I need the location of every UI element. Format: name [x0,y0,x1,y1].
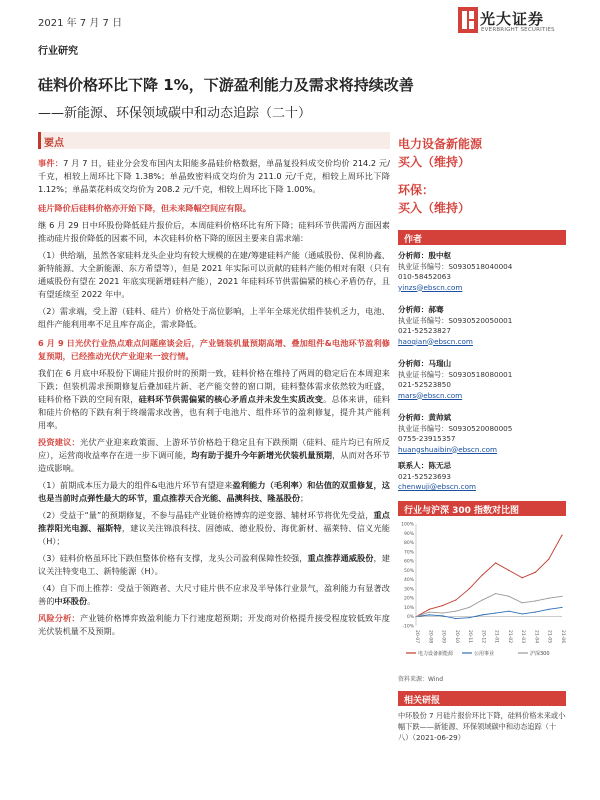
everbright-logo-icon [458,7,478,33]
y-tick-label: 0% [406,614,414,620]
chart-header: 行业与沪深 300 指数对比图 [398,501,566,516]
data-point [495,592,496,593]
y-tick-label: 20% [403,596,414,602]
series-line [416,535,562,617]
data-point [548,608,549,609]
industry-name-1: 电力设备新能源 [398,137,483,151]
y-tick-label: 30% [403,586,414,592]
report-title: 硅料价格环比下降 1%，下游盈利能力及需求将持续改善 [38,76,414,94]
rating-2: 买入（维持） [398,201,471,215]
series-line [416,593,562,616]
rating-1: 买入（维持） [398,155,471,169]
data-point [482,599,483,600]
paragraph-outlook: 我们在 6 月底中环股份下调硅片报价时的预期一致，硅料价格在维持了两周的稳定后在本周迎来下跌；但装机需求预期修复后叠加硅片新、老产能交替的窗口期，硅料整体需求依然较为旺盛，硅料价格下跌的空间有限，硅料环节供需偏紧的核心矛盾点并未发生实质改变。总体来讲，硅料和硅片价格的下跌有利于终端需求改善，也有利于电池片、组件环节的盈利修复，提升其产能利用率。 [38,368,390,430]
data-point [442,612,443,613]
x-tick-label: 21-01 [493,629,499,643]
section-label: 行业研究 [38,46,78,57]
x-tick-label: 21-04 [533,629,539,643]
legend-entry: 公用事业 [474,650,495,657]
analyst-email[interactable]: haoqian@ebscn.com [398,336,473,346]
summary-label: 要点 [44,138,64,149]
data-point [508,595,509,596]
industry-name-2: 环保： [398,183,435,197]
x-tick-label: 21-05 [546,629,552,643]
heading-industry-rally: 6 月 9 日光伏行业热点难点问题座谈会后，产业链装机量预期高增、叠加组件&电池环节盈利修复预期，已经推动光伏产业迎来一波行情。 [38,338,390,361]
index-comparison-chart [398,518,566,668]
x-tick-label: 20-09 [440,629,446,643]
y-tick-label: -10% [402,624,414,629]
legend-entry: 电力设备新能源 [418,650,454,657]
pick-item-2: （2）受益于“量”的预期修复，不参与晶硅产业链价格博弈的逆变器、辅材环节将优先受益，重点推荐阳光电源、福斯特，建议关注锦浪科技、固德威、德业股份、海优新材、福莱特、信义光能（H）； [38,510,390,546]
analyst-card: 分析师：黄帅斌 执业证书编号：S0930520080005 0755-23915357 huangshuaibin@ebscn.com [398,413,566,455]
heading-price-decline: 硅片降价后硅料价格亦开始下降，但未来降幅空间应有限。 [38,203,251,213]
data-point [455,599,456,600]
paragraph-supply: （1）供给端，虽然各家硅料龙头企业均有较大规模的在建/筹建硅料产能（通威股份、保利协鑫、新特能源、大全新能源、东方希望等），但是 2021 年实际可以贡献的硅料产能仍相对有限（只有通威股份有望在 2021 年底实现新增硅料产能），2021 年硅料环节供需偏紧的核心矛盾仍存，且有望延续至 2022 年中。 [38,250,390,299]
y-tick-label: 100% [401,522,414,527]
sidebar [398,132,566,743]
data-point [442,605,443,606]
pick-item-4: （4）自下而上推荐：受益于领跑者、大尺寸硅片供不应求及半导体行业景气，盈利能力有显著改善的中环股份。 [38,583,390,606]
analyst-card: 分析师：郝骞 执业证书编号：S0930520050001 021-52523827 haoqian@ebscn.com [398,305,566,347]
analyst-email[interactable]: huangshuaibin@ebscn.com [398,444,498,454]
report-subtitle: ——新能源、环保领域碳中和动态追踪（二十） [38,106,312,121]
data-point [429,608,430,609]
x-tick-label: 21-06 [560,629,565,643]
report-date: 2021 年 7 月 7 日 [38,18,123,29]
analyst-card: 分析师：殷中枢 执业证书编号：S0930518040004 010-58452063 yinzs@ebscn.com [398,251,566,293]
pick-item-3: （3）硅料价格虽环比下跌但整体价格有支撑，龙头公司盈利保障性较强，重点推荐通威股份，建议关注特变电工、新特能源（H）。 [38,553,390,576]
y-tick-label: 40% [403,577,414,583]
x-tick-label: 20-12 [480,629,486,643]
x-tick-label: 20-10 [453,629,459,643]
risk-analysis: 风险分析：产业链价格博弈致盈利能力下行速度超预期；开发商对价格提升接受程度较低致年度光伏装机量不及预期。 [38,613,390,636]
data-point [535,571,536,572]
pick-item-1: （1）前期成本压力最大的组件&电池片环节有望迎来盈利能力（毛利率）和估值的双重修复，这也是当前时点弹性最大的环节，重点推荐天合光能、晶澳科技、隆基股份； [38,480,390,503]
data-point [455,617,456,618]
data-point [508,569,509,570]
data-point [415,616,416,617]
y-tick-label: 50% [403,568,414,574]
y-tick-label: 90% [403,531,414,537]
y-tick-label: 60% [403,559,414,565]
paragraph-demand: （2）需求端，受上游（硅料、硅片）价格处于高位影响，上半年全球光伏组件装机乏力，电池、组件产能利用率不足且库存高企，需求降低。 [38,306,390,329]
main-content [38,132,390,638]
data-point [468,588,469,589]
analyst-card: 分析师：马瑞山 执业证书编号：S0930518080001 021-52523850 mars@ebscn.com [398,359,566,401]
legend-entry: 沪深300 [530,650,550,657]
contact-email[interactable]: chenwuji@ebscn.com [398,482,476,491]
data-point [495,612,496,613]
analyst-email[interactable]: mars@ebscn.com [398,390,463,400]
authors-header: 作者 [398,230,566,245]
data-point [482,574,483,575]
data-point [548,597,549,598]
data-point [522,602,523,603]
event-paragraph: 事件：7 月 7 日，硅业分会发布国内太阳能多晶硅价格数据，单晶复投料成交价均价 214.2 元/千克，相较上周环比下降 1.38%；单晶致密料成交均价为 211.0 元/千克，相较上周环比下降 1.12%；单晶菜花料成交均价为 208.2 元/千克，相较上周环比下降 1.00%。 [38,158,390,194]
brand-name: 光大证券 [480,10,545,28]
data-point [429,611,430,612]
summary-header [38,132,390,149]
data-point [442,615,443,616]
data-point [429,614,430,615]
related-reports-header: 相关研报 [398,691,566,706]
data-point [482,614,483,615]
data-point [508,610,509,611]
data-point [522,613,523,614]
x-tick-label: 21-02 [506,629,512,643]
x-tick-label: 21-03 [520,629,526,643]
data-point [455,610,456,611]
data-point [535,611,536,612]
x-tick-label: 20-08 [427,629,433,643]
investment-advice: 投资建议：光伏产业迎来政策面、上游环节价格趋于稳定且有下跌预期（硅料、硅片均已有所反应），运营商收益率存在进一步下调可能，均有助于提升今年新增光伏装机量预期，从而对各环节造成影响。 [38,437,390,473]
data-point [561,534,562,535]
data-point [468,617,469,618]
brand-name-en: EVERBRIGHT SECURITIES [481,27,555,33]
data-point [468,606,469,607]
contact-card: 联系人：陈无忌 021-52523693 chenwuji@ebscn.com [398,461,566,493]
y-tick-label: 80% [403,540,414,546]
data-point [561,595,562,596]
paragraph-demand-cause: 继 6 月 29 日中环股份降低硅片报价后，本周硅料价格环比有所下降；硅料环节供需两方面因素推动硅片报价降低的因素不同，本次硅料价格下降的原因主要来自需求端： [38,220,390,243]
y-tick-label: 70% [403,549,414,555]
chart-source: 资料来源：Wind [398,675,444,683]
data-point [561,606,562,607]
y-tick-label: 10% [403,605,414,611]
data-point [548,558,549,559]
data-point [522,577,523,578]
data-point [495,562,496,563]
x-tick-label: 20-11 [467,629,473,643]
analyst-email[interactable]: yinzs@ebscn.com [398,282,463,292]
x-tick-label: 20-07 [414,629,419,643]
data-point [535,600,536,601]
related-report-link[interactable]: 中环股份 7 月硅片报价环比下降，硅料价格未来或小幅下跌——新能源、环保领域碳中和动态追踪（十八）（2021-06-29） [398,710,566,742]
